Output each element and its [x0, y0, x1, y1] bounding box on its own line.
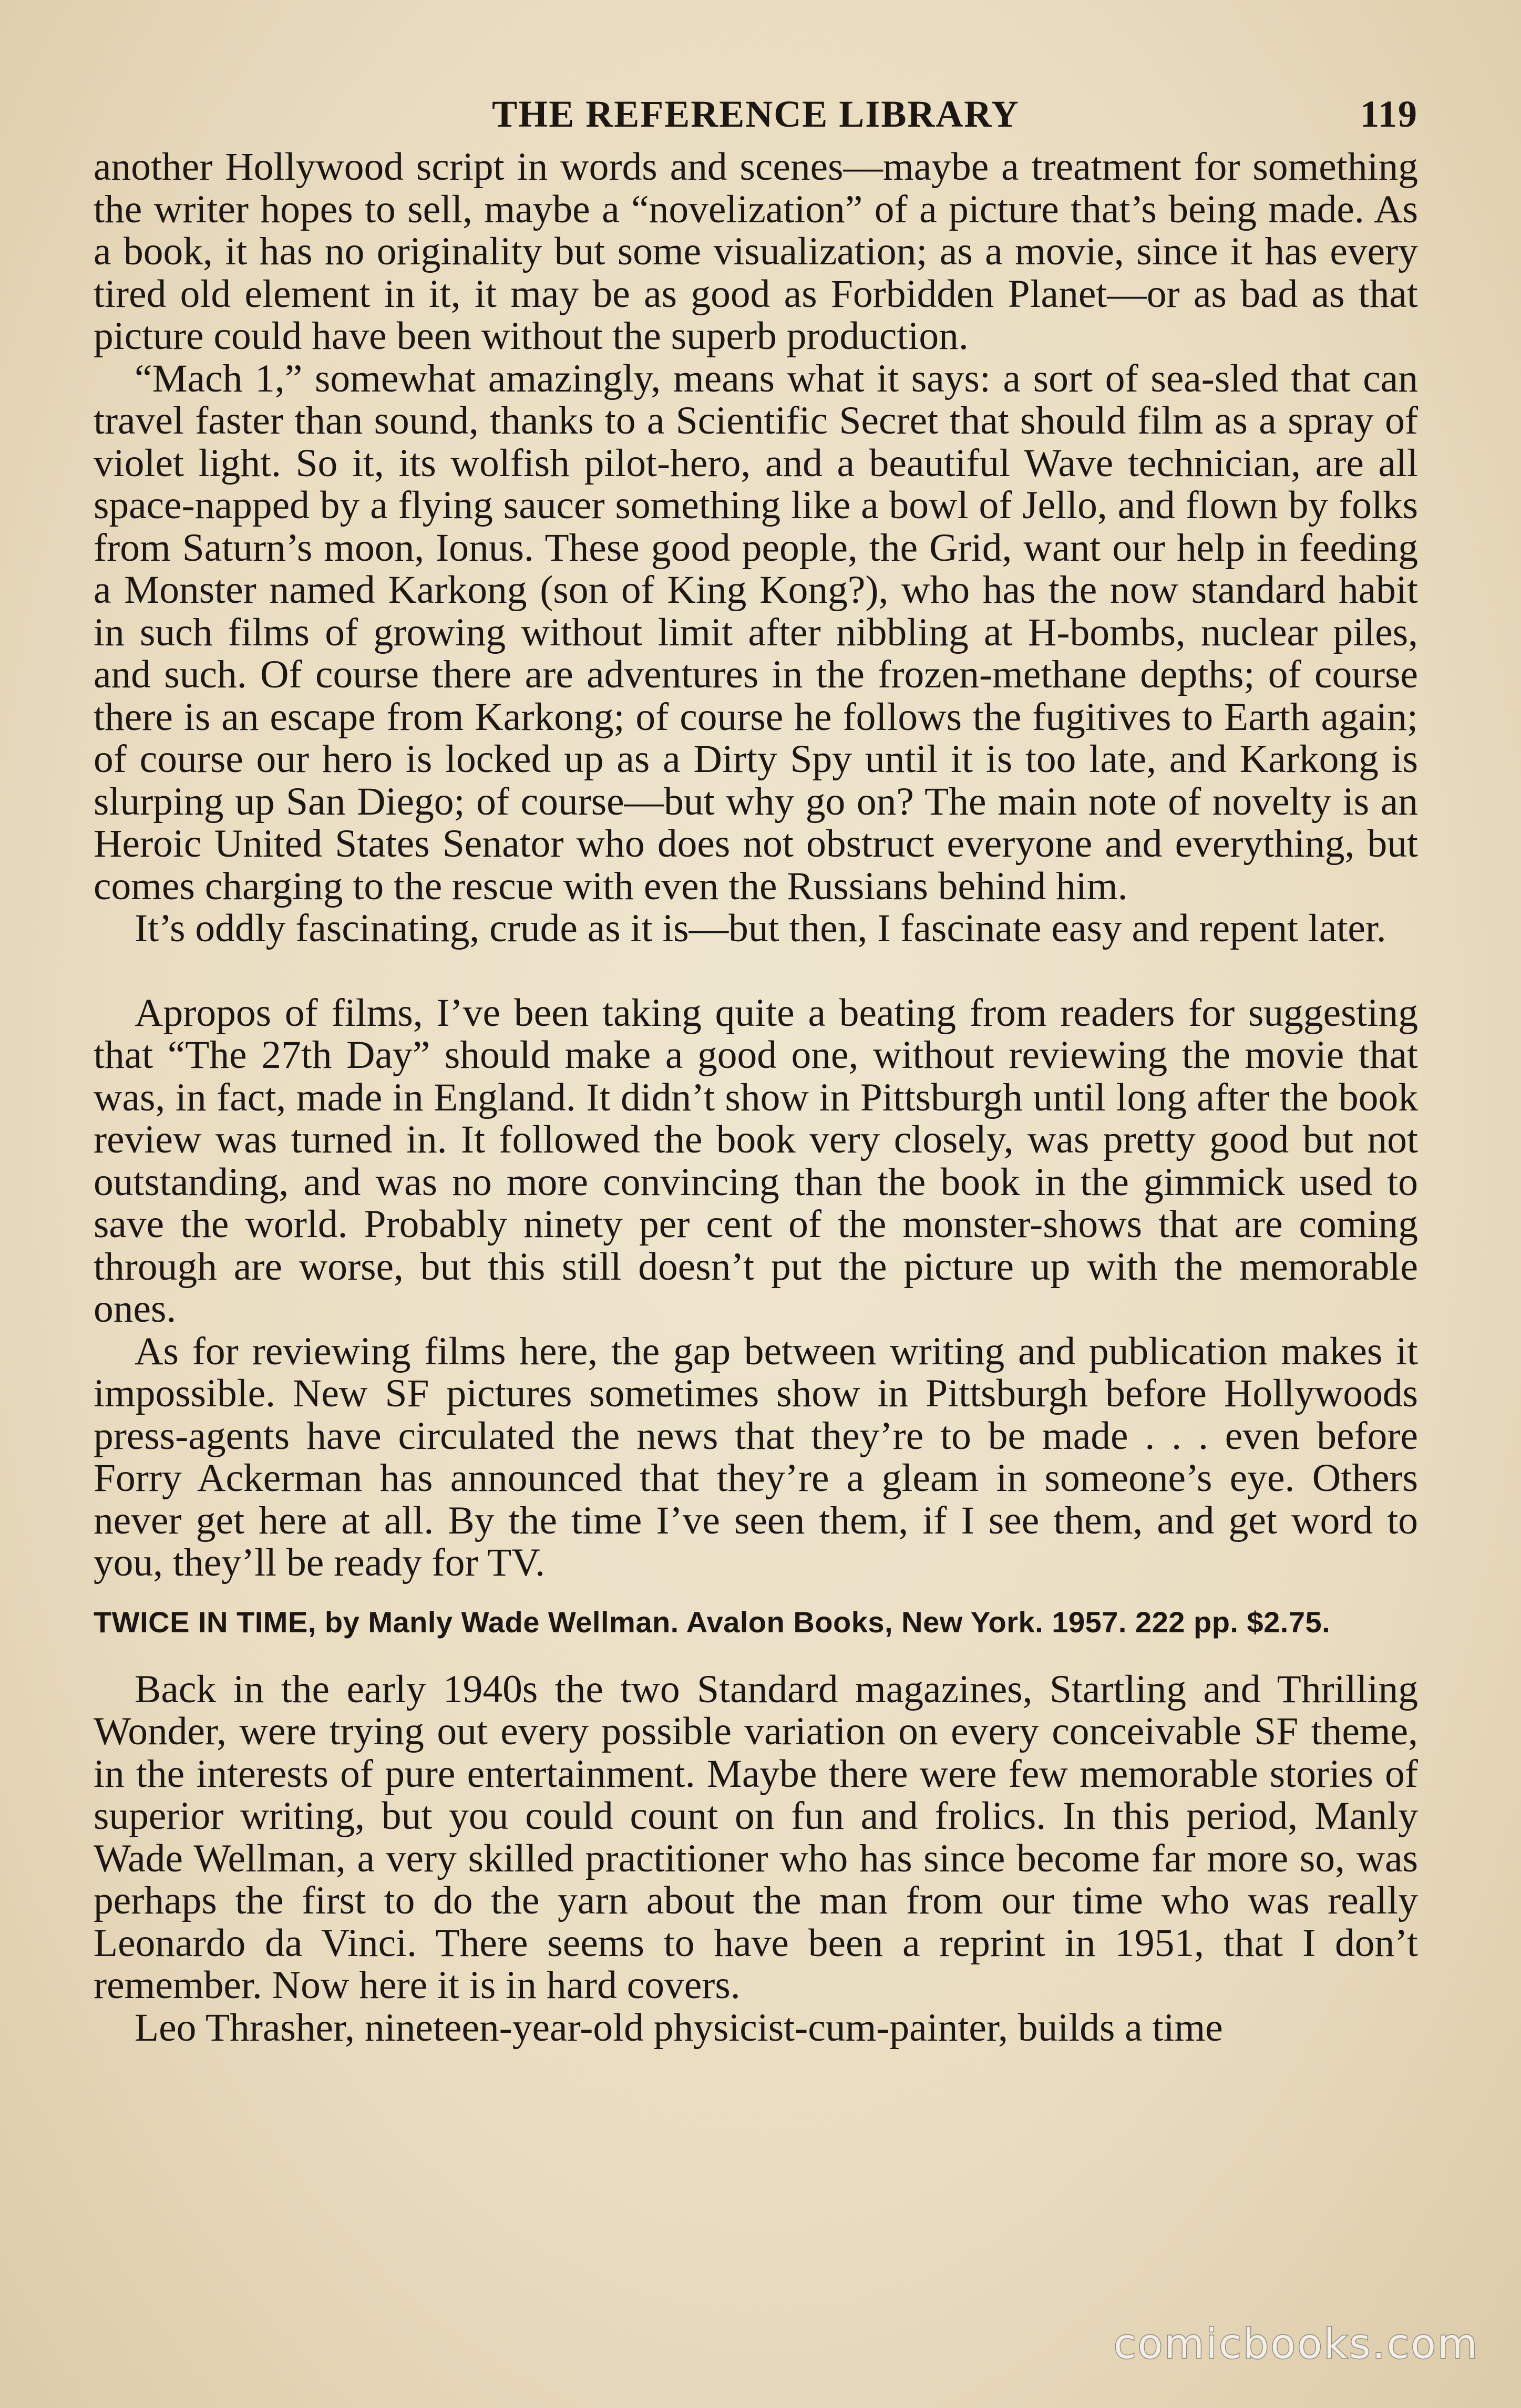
paragraph: “Mach 1,” somewhat amazingly, means what it says: a sort of sea-sled that can travel faster than sound, thanks to a Scientific Secret that should film as a spray of violet light. So it, its wolfish pilot-hero, and a beautiful Wave technician, are all space-napped by a flying saucer something like a bowl of Jello, and flown by folks from Saturn’s moon, Ionus. These good people, the Grid, want our help in feeding a Monster named Karkong (son of King Kong?), who has the now standard habit in such films of growing without limit after nibbling at H-bombs, nuclear piles, and such. Of course there are adventures in the frozen-methane depths; of course there is an escape from Karkong; of course he follows the fugitives to Earth again; of course our hero is locked up as a Dirty Spy until it is too late, and Karkong is slurping up San Diego; of course—but why go on? The main note of novelty is an Heroic United States Senator who does not obstruct everyone and everything, but comes charging to the rescue with even the Russians behind him. [94, 356, 1418, 908]
section-break [94, 950, 1418, 992]
review-continuation [94, 146, 1418, 950]
book-review [94, 1669, 1418, 2050]
page-header [94, 88, 1418, 146]
paragraph: another Hollywood script in words and scenes—maybe a treatment for something the writer hopes to sell, maybe a “novelization” of a picture that’s being made. As a book, it has no originality but some visualization; as a movie, since it has every tired old element in it, it may be as good as Forbidden Planet—or as bad as that picture could have been without the superb production. [94, 145, 1418, 358]
paragraph: Back in the early 1940s the two Standard magazines, Startling and Thrilling Wonder, were trying out every possible variation on every conceivable SF theme, in the interests of pure entertainment. Maybe there were few memorable stories of superior writing, but you could count on fun and frolics. In this period, Manly Wade Wellman, a very skilled practitioner who has since become far more so, was perhaps the first to do the yarn about the man from our time who was really Leonardo da Vinci. There seems to have been a reprint in 1951, that I don’t remember. Now here it is in hard covers. [94, 1667, 1418, 2007]
book-heading: TWICE IN TIME, by Manly Wade Wellman. Avalon Books, New York. 1957. 222 pp. $2.75. [94, 1605, 1331, 1639]
paragraph: It’s oddly fascinating, crude as it is—but then, I fascinate easy and repent later. [135, 907, 1386, 950]
paragraph: As for reviewing films here, the gap between writing and publication makes it impossible. New SF pictures sometimes show in Pittsburgh before Hollywoods press-agents have circulated the news that they’re to be made . . . even before Forry Ackerman has announced that they’re a gleam in someone’s eye. Others never get here at all. By the time I’ve seen them, if I see them, and get word to you, they’ll be ready for TV. [94, 1329, 1418, 1584]
running-title: THE REFERENCE LIBRARY [492, 93, 1020, 135]
paragraph: Leo Thrasher, nineteen-year-old physicist-cum-painter, builds a time [135, 2005, 1223, 2050]
paragraph: Apropos of films, I’ve been taking quite a beating from readers for suggesting that “The 27th Day” should make a good one, without reviewing the movie that was, in fact, made in England. It didn’t show in Pittsburgh until long after the book review was turned in. It followed the book very closely, was pretty good but not outstanding, and was no more convincing than the book in the gimmick used to save the world. Probably ninety per cent of the monster-shows that are coming through are worse, but this still doesn’t put the picture up with the memorable ones. [94, 991, 1418, 1331]
films-commentary [94, 992, 1418, 1584]
page-number: 119 [1360, 93, 1418, 135]
watermark: comicbooks.com [1113, 2321, 1479, 2368]
book-page [94, 88, 1418, 2049]
